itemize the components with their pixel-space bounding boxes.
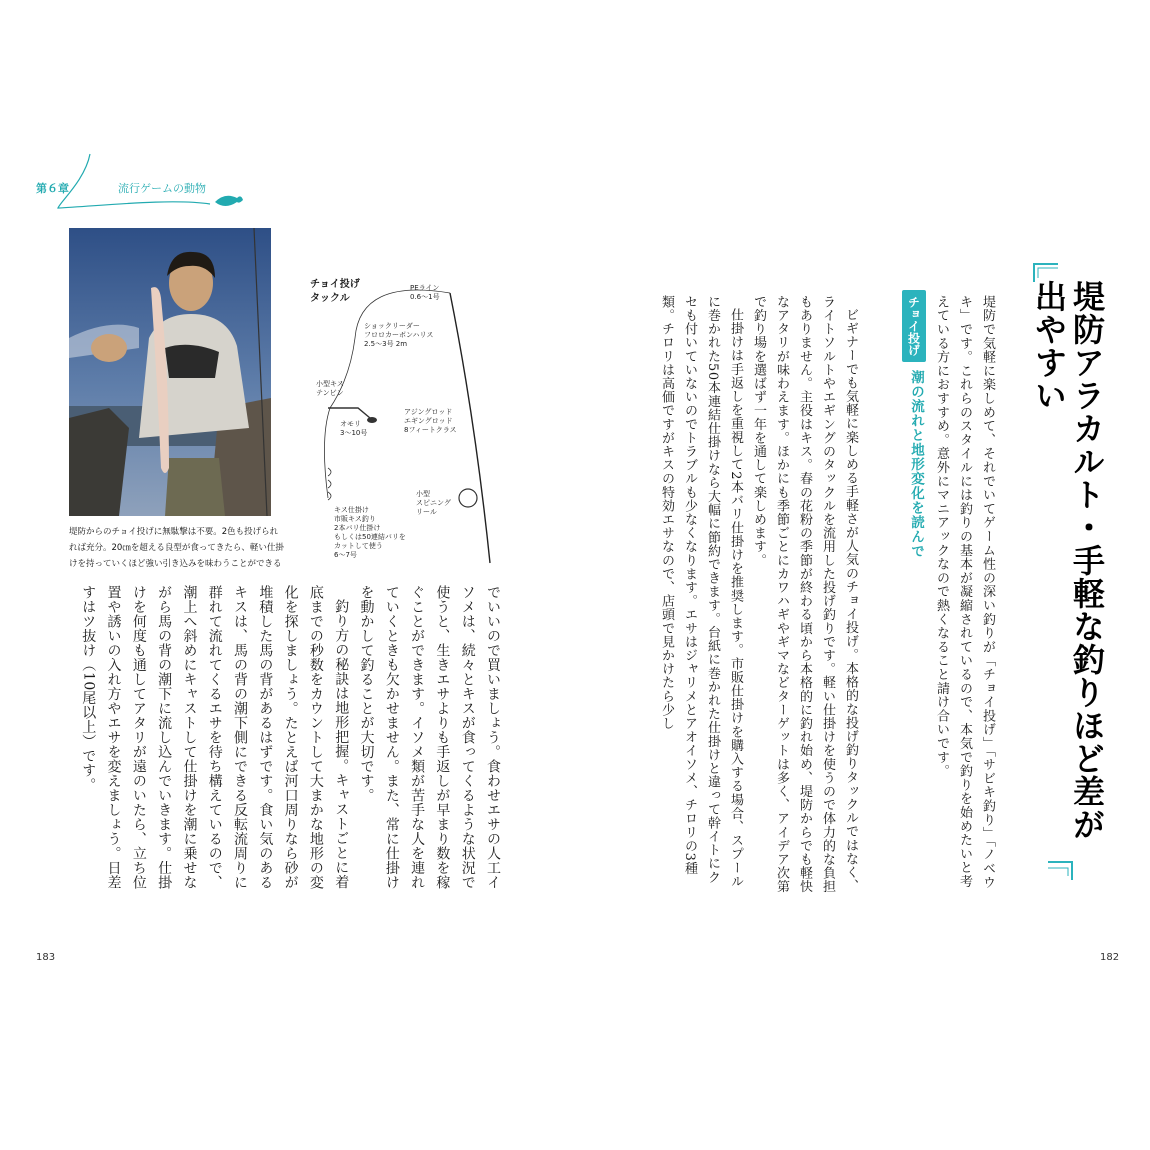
page-number-right: 182 bbox=[1100, 952, 1120, 963]
label-sinker: 小型キス テンビン bbox=[316, 380, 344, 397]
photo-caption: 堤防からのチョイ投げに無駄撃は不要。2色も投げられれば充分。20㎝を超える良型が食ってきたら、軽い仕掛けを持っていくほど強い引き込みを味わうことができる bbox=[69, 527, 284, 569]
chapter-number: 第６章 bbox=[36, 182, 69, 195]
right-paragraph: ビギナーでも気軽に楽しめる手軽さが人気のチョイ投げ。本格的な投げ釣りタックルではなく、ライトソルトやエギングのタックルを流用した投げ釣りです。軽い仕掛けを使うので体力的な負担もありません。主役はキス。春の花粉の季節が終わる頃から本格的に釣れ始め、堤防からでも軽快なアタリが味わえます。ほかにも季節ごとにカワハギやギマなどターゲットは多く、アイデア次第で釣り場を選ばず一年を通して楽しめます。 bbox=[751, 295, 858, 894]
page-number-left: 183 bbox=[36, 952, 56, 963]
left-paragraph: でいいので買いましょう。食わせエサの人工イソメは、続々とキスが食ってくるような状況で使うと、生きエサよりも手返しが早まり数を稼ぐことができます。イソメ類が苦手な人を連れていくときも欠かせません。また、常に仕掛けを動かして釣ることが大切です。 bbox=[358, 585, 501, 890]
tackle-title: チョイ投げ タックル bbox=[310, 279, 360, 304]
label-rod: アジングロッド エギングロッド 8フィートクラス bbox=[404, 408, 457, 434]
sinker-icon bbox=[367, 417, 377, 423]
left-paragraph: 釣り方の秘訣は地形把握。キャストごとに着底までの秒数をカウントして大まかな地形の変化を探しましょう。たとえば河口周りなら砂が堆積した馬の背があるはずです。食い気のあるキスは、馬の背の潮下側にできる反転流周りに群れて流れてくるエサを待ち構えているので、潮上へ斜めにキャストして仕掛けを潮に乗せながら馬の背の潮下に流し込んでいきます。仕掛けを何度も通してアタリが遠のいたら、立ち位置や誘いの入れ方やエサを変えましょう。日差すはツ抜け（10尾以上）です。 bbox=[80, 585, 350, 890]
reel-icon bbox=[459, 489, 477, 507]
angler-photo bbox=[69, 228, 271, 516]
left-body-text bbox=[62, 585, 505, 895]
label-reel: 小型 スピニング リール bbox=[416, 490, 451, 516]
label-shock-leader: ショックリーダー フロロカーボンハリス 2.5～3号 2m bbox=[364, 322, 434, 348]
fish-icon bbox=[215, 196, 243, 206]
label-weight: オモリ 3～10号 bbox=[340, 420, 368, 437]
sinker-arm bbox=[328, 408, 370, 418]
hooks-icon bbox=[328, 468, 331, 500]
main-title: 堤防アラカルト・手軽な釣りほど差が出やすい bbox=[1030, 280, 1106, 841]
right-body-text bbox=[655, 295, 862, 895]
right-paragraph: 仕掛けは手返しを重視して2本バリ仕掛けを推奨します。市販仕掛けを購入する場合、スプールに巻かれた50本連結仕掛けなら大幅に節約できます。台紙に巻かれた仕掛けと違って幹イトにクセも付いていないのでトラブルも少なくなります。エサはジャリメとアオイソメ、チロリの3種類。チロリは高価ですがキスの特効エサなので、店頭で見かけたら少し bbox=[659, 295, 743, 889]
label-rig: キス仕掛け 市販キス釣り 2本バリ仕掛け もしくは50連結バリを カットして使う 6～7号 bbox=[334, 506, 406, 559]
label-pe-line: PEライン 0.6～1号 bbox=[410, 284, 440, 301]
section-heading: 潮の流れと地形変化を読んで bbox=[908, 370, 924, 559]
chapter-title: 流行ゲームの動物 bbox=[118, 182, 206, 195]
section-badge: チョイ投げ bbox=[902, 290, 926, 362]
intro-text: 堤防で気軽に楽しめて、それでいてゲーム性の深い釣りが「チョイ投げ」「サビキ釣り」「ノベウキ」です。これらのスタイルには釣りの基本が凝縮されているので、本気で釣りを始めたいと考えている方におすすめ。意外にマニアックなので熱くなること請け合いです。 bbox=[934, 295, 995, 890]
